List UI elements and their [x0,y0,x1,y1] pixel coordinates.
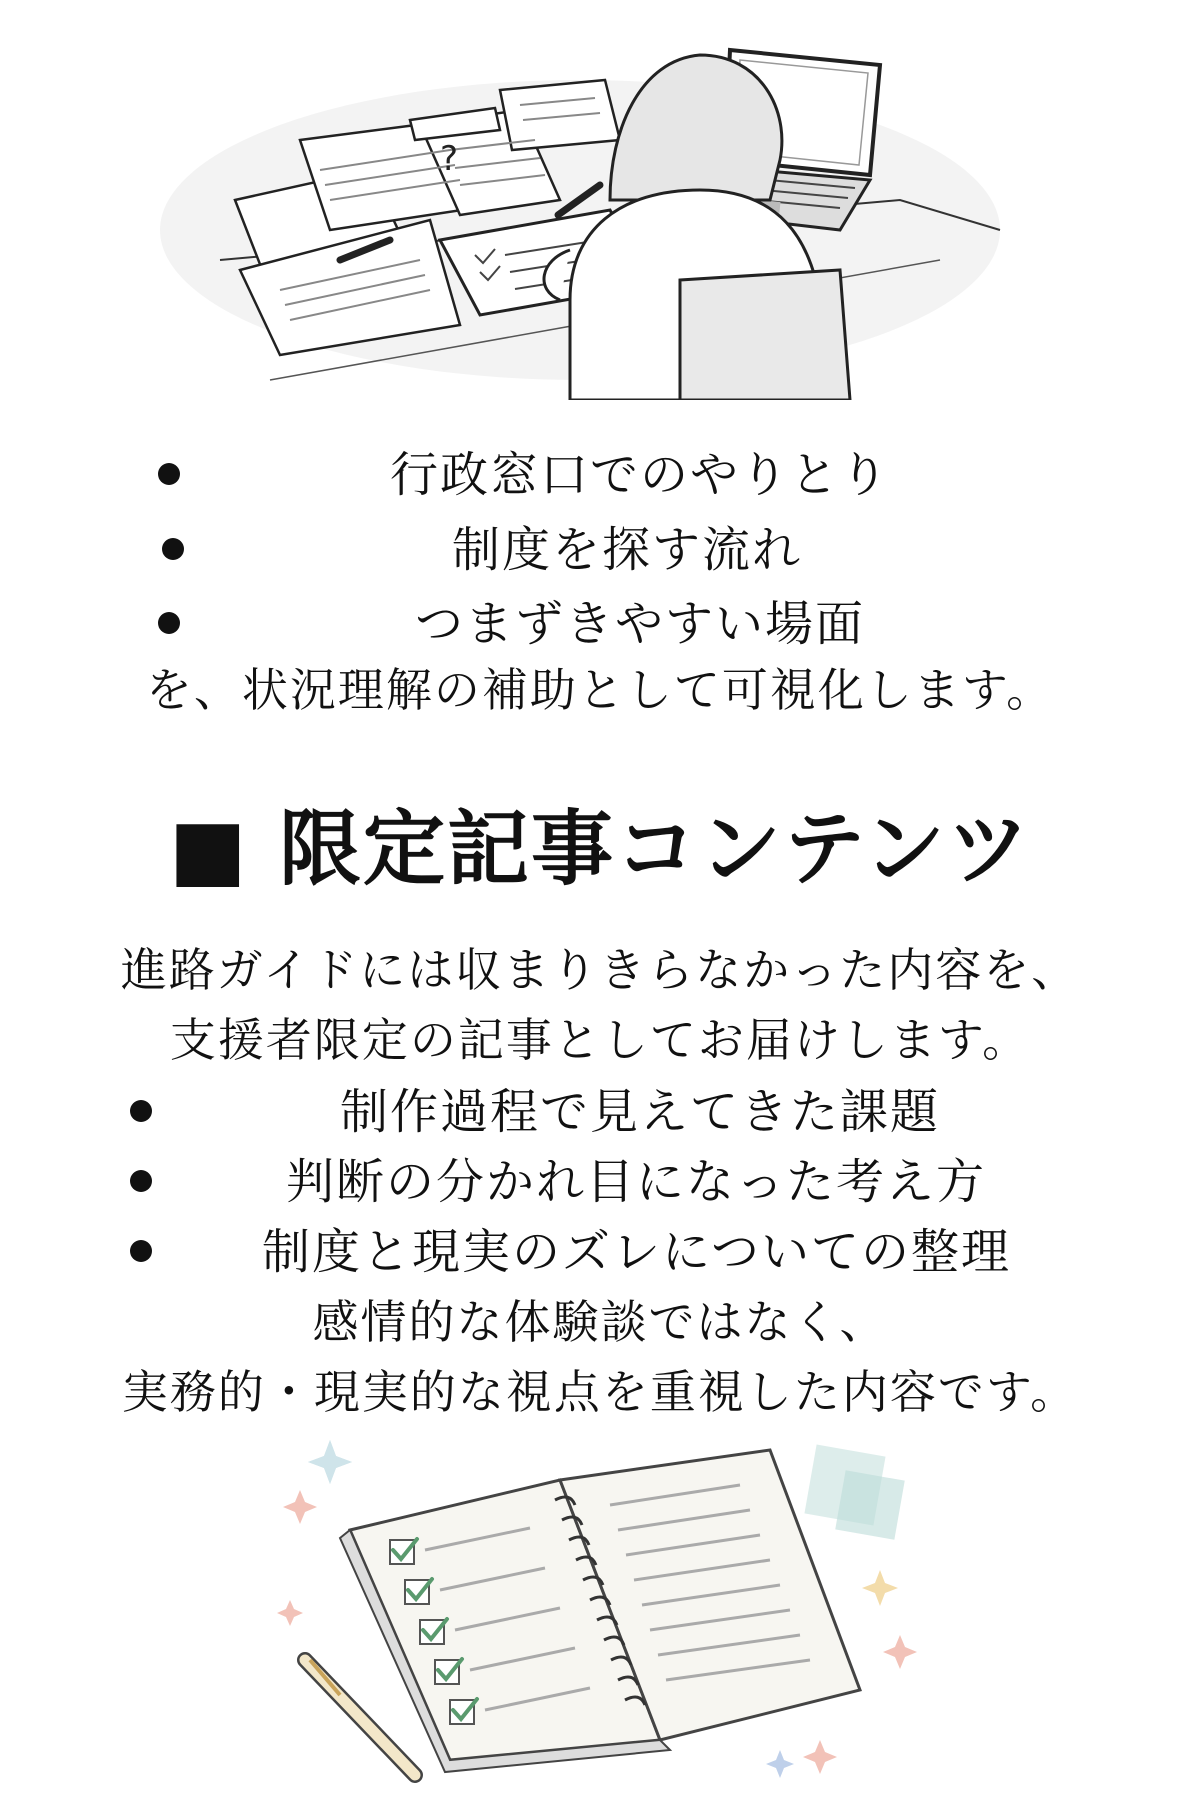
section-closing-line: 感情的な体験談ではなく、 [312,1295,888,1349]
notebook-illustration [200,1420,1020,1790]
bullet-icon [158,463,180,485]
section-heading: ■ 限定記事コンテンツ [169,802,1031,897]
svg-text:?: ? [440,139,459,179]
intro-bullet-text: 行政窓口でのやりとり [390,447,891,503]
list-item [0,520,1200,580]
section-bullet-text: 制度と現実のズレについての整理 [262,1224,1012,1280]
section-lead-line: 進路ガイドには収まりきらなかった内容を、 [120,943,1080,997]
section-bullet-text: 判断の分かれ目になった考え方 [286,1154,987,1210]
list-item [0,1082,1200,1142]
section-lead-line: 支援者限定の記事としてお届けします。 [169,1013,1031,1067]
bullet-icon [158,612,180,634]
intro-closing-text: を、状況理解の補助として可視化します。 [145,663,1055,717]
bullet-icon [162,538,184,560]
list-item [0,445,1200,505]
intro-bullet-text: つまずきやすい場面 [415,596,866,652]
intro-bullet-text: 制度を探す流れ [452,522,803,578]
section-closing-line: 実務的・現実的な視点を重視した内容です。 [121,1365,1079,1419]
list-item [0,594,1200,654]
pen-icon [305,1660,415,1775]
bullet-icon [130,1100,152,1122]
bullet-icon [130,1170,152,1192]
desk-work-illustration [140,0,1020,400]
section-bullet-text: 制作過程で見えてきた課題 [340,1084,941,1140]
bullet-icon [130,1240,152,1262]
list-item [0,1152,1200,1212]
list-item [0,1222,1200,1282]
